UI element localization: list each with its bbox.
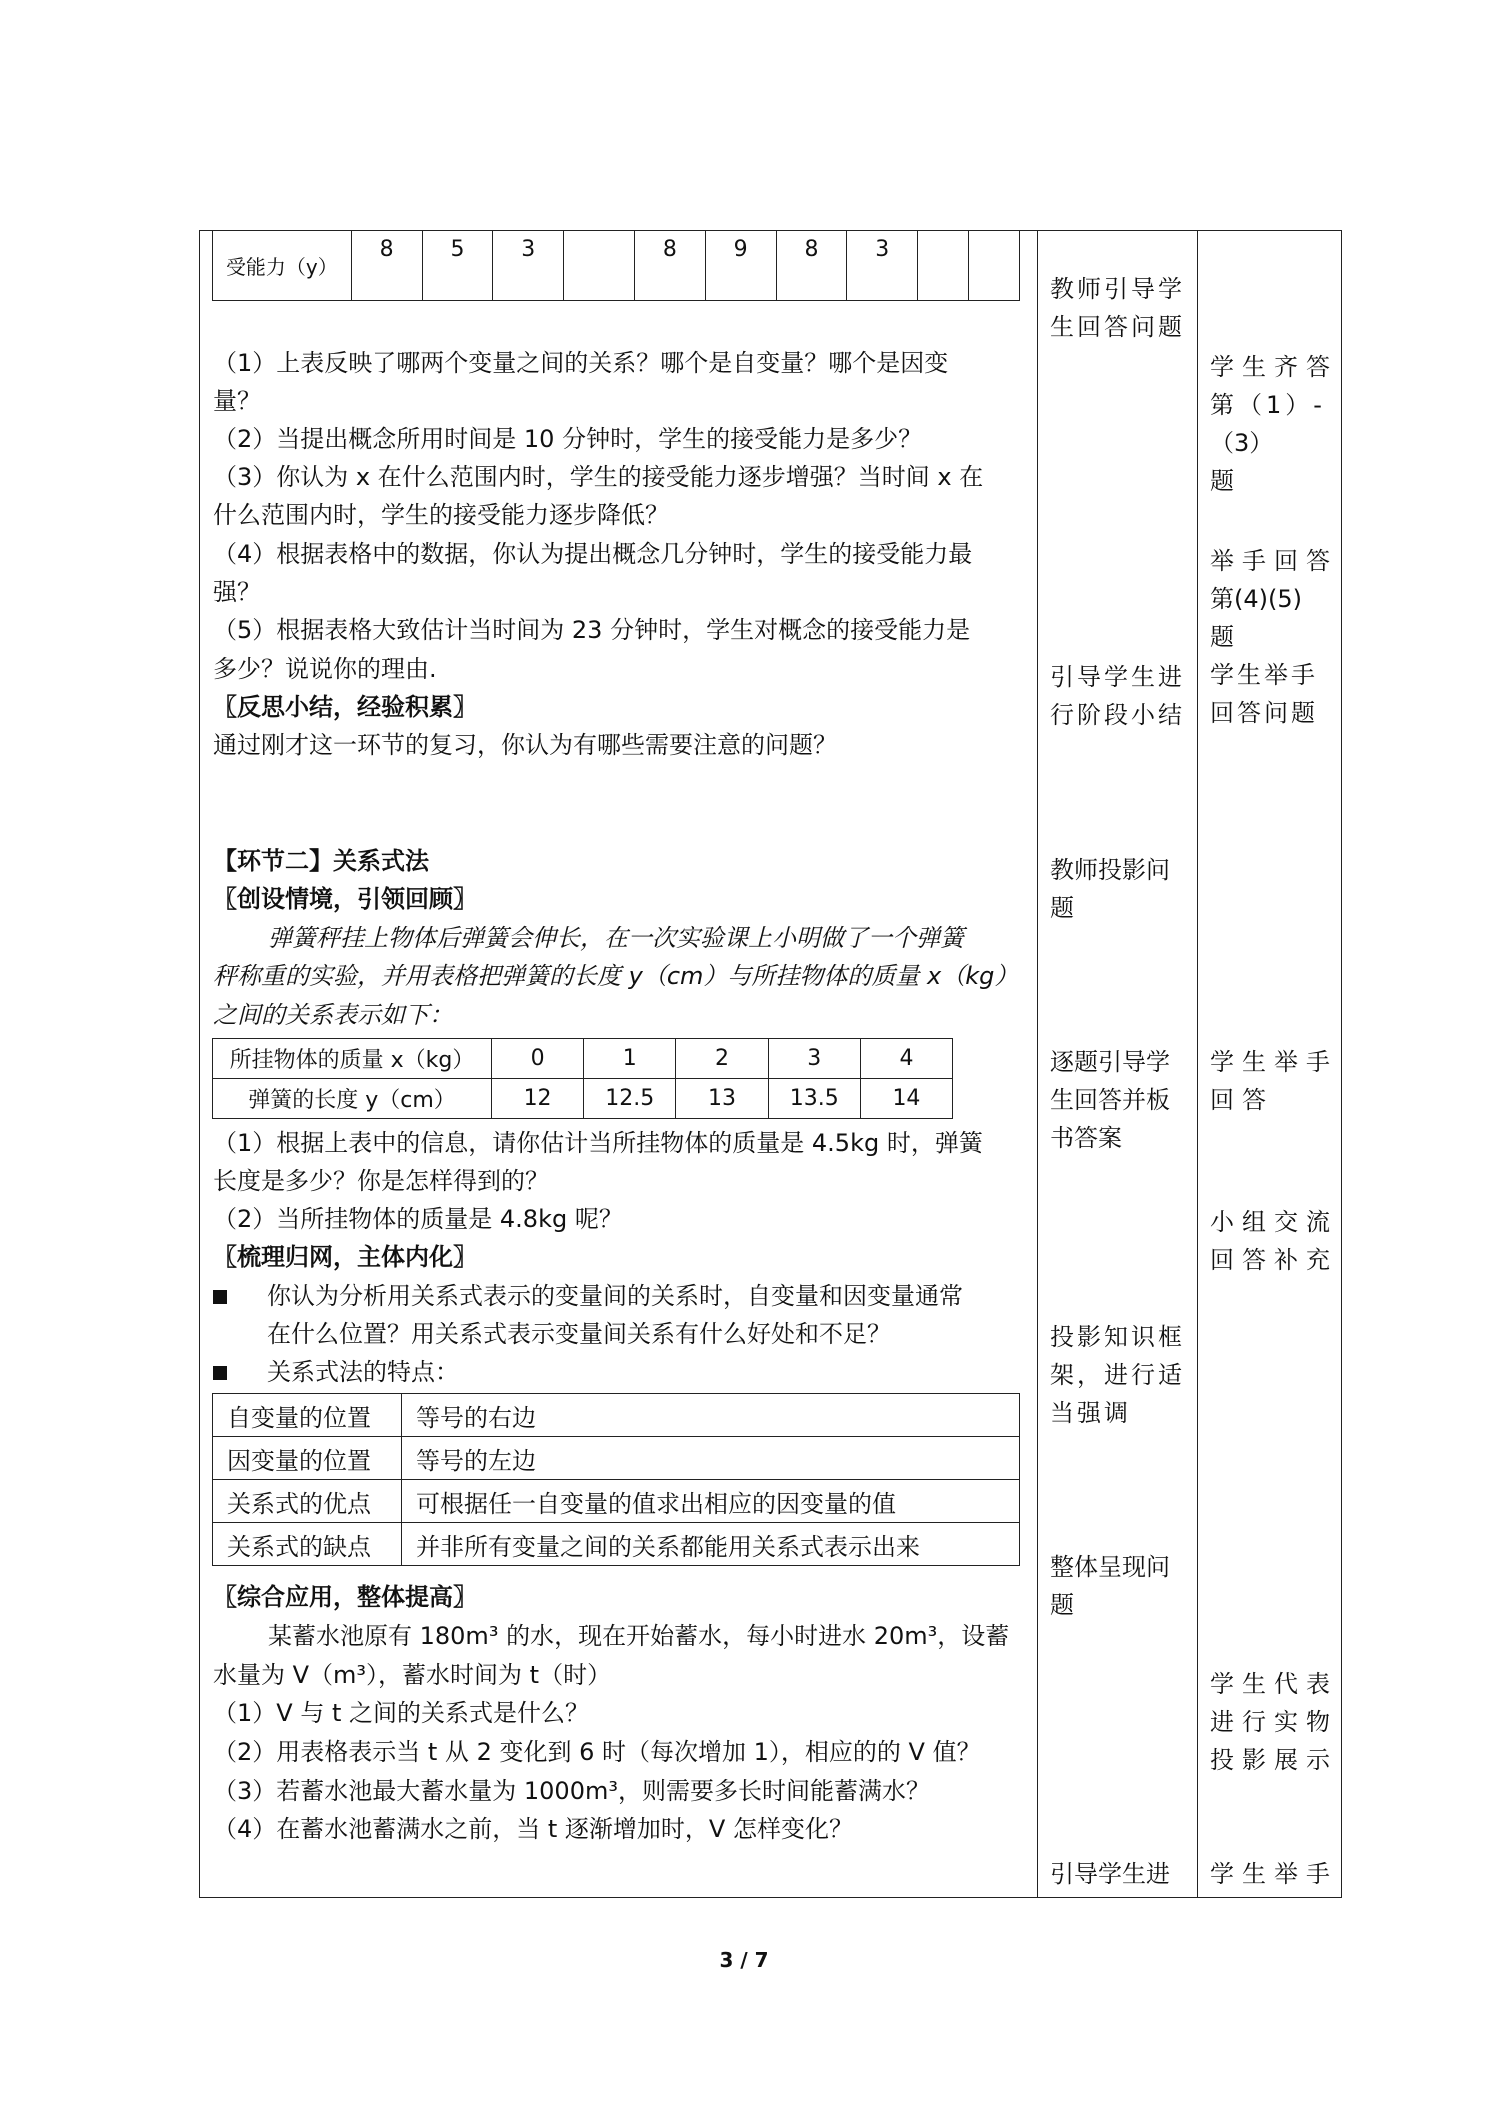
spring-mass-label: 所挂物体的质量 x（kg） bbox=[213, 1039, 492, 1079]
organize-heading: 〖梳理归网，主体内化〗 bbox=[213, 1243, 477, 1271]
receptivity-cell: 5 bbox=[422, 231, 493, 301]
spring-question-2: （2）当所挂物体的质量是 4.8kg 呢？ bbox=[213, 1205, 623, 1233]
feature-value: 等号的右边 bbox=[402, 1394, 1020, 1437]
spring-length-cell: 12.5 bbox=[584, 1079, 676, 1119]
receptivity-cell: 9 bbox=[705, 231, 776, 301]
scenario-line-1: 弹簧秤挂上物体后弹簧会伸长，在一次实验课上小明做了一个弹簧 bbox=[268, 924, 964, 952]
bullet-2-text: 关系式法的特点： bbox=[267, 1358, 459, 1386]
student-note-4: 学生举手回答 bbox=[1210, 1048, 1338, 1114]
feature-value: 可根据任一自变量的值求出相应的因变量的值 bbox=[402, 1480, 1020, 1523]
feature-value: 等号的左边 bbox=[402, 1437, 1020, 1480]
teacher-note-2: 引导学生进行阶段小结 bbox=[1050, 663, 1185, 729]
question-1-line-2: 量？ bbox=[213, 387, 261, 415]
apply-question-1: （1）V 与 t 之间的关系式是什么？ bbox=[213, 1699, 589, 1727]
apply-question-2: （2）用表格表示当 t 从 2 变化到 6 时（每次增加 1），相应的的 V 值？ bbox=[213, 1738, 981, 1766]
apply-line-1: 某蓄水池原有 180m³ 的水，现在开始蓄水，每小时进水 20m³，设蓄 bbox=[268, 1622, 1010, 1650]
feature-key: 关系式的优点 bbox=[213, 1480, 402, 1523]
page-number: 3 / 7 bbox=[719, 1948, 769, 1972]
question-1-line-1: （1）上表反映了哪两个变量之间的关系？哪个是自变量？哪个是因变 bbox=[213, 349, 949, 377]
bullet-square-icon bbox=[213, 1290, 227, 1304]
scenario-line-2: 秤称重的实验，并用表格把弹簧的长度 y（cm）与所挂物体的质量 x（kg） bbox=[213, 962, 1019, 990]
reflect-heading: 〖反思小结，经验积累〗 bbox=[213, 693, 477, 721]
receptivity-cell bbox=[918, 231, 969, 301]
teacher-note-6: 整体呈现问题 bbox=[1050, 1553, 1170, 1619]
student-note-2-line-3: 题 bbox=[1210, 623, 1234, 651]
features-table bbox=[212, 1393, 1020, 1566]
feature-key: 因变量的位置 bbox=[213, 1437, 402, 1480]
question-5-line-1: （5）根据表格大致估计当时间为 23 分钟时，学生对概念的接受能力是 bbox=[213, 616, 971, 644]
column-divider-student bbox=[1197, 230, 1198, 1898]
apply-heading: 〖综合应用，整体提高〗 bbox=[213, 1583, 477, 1611]
bullet-1-line-2: 在什么位置？用关系式表示变量间关系有什么好处和不足？ bbox=[267, 1320, 891, 1348]
spring-table bbox=[212, 1038, 953, 1119]
teacher-note-1: 教师引导学生回答问题 bbox=[1050, 275, 1185, 341]
question-2: （2）当提出概念所用时间是 10 分钟时，学生的接受能力是多少？ bbox=[213, 425, 923, 453]
receptivity-cell bbox=[969, 231, 1020, 301]
column-divider-teacher bbox=[1037, 230, 1038, 1898]
scenario-heading: 〖创设情境，引领回顾〗 bbox=[213, 885, 477, 913]
bullet-square-icon bbox=[213, 1366, 227, 1380]
receptivity-table bbox=[212, 230, 1020, 301]
teacher-note-4: 逐题引导学生回答并板书答案 bbox=[1050, 1048, 1170, 1152]
spring-mass-cell: 0 bbox=[492, 1039, 584, 1079]
receptivity-row-label: 受能力（y） bbox=[213, 231, 352, 301]
student-note-1-line-3: （3） bbox=[1210, 429, 1274, 457]
spring-length-cell: 13.5 bbox=[768, 1079, 860, 1119]
receptivity-cell: 8 bbox=[351, 231, 422, 301]
question-3-line-2: 什么范围内时，学生的接受能力逐步降低？ bbox=[213, 501, 669, 529]
spring-length-label: 弹簧的长度 y（cm） bbox=[213, 1079, 492, 1119]
reflect-text: 通过刚才这一环节的复习，你认为有哪些需要注意的问题？ bbox=[213, 731, 837, 759]
spring-question-1-line-2: 长度是多少？你是怎样得到的？ bbox=[213, 1167, 549, 1195]
question-5-line-2: 多少？说说你的理由. bbox=[213, 655, 437, 683]
spring-mass-cell: 1 bbox=[584, 1039, 676, 1079]
receptivity-cell: 8 bbox=[776, 231, 847, 301]
student-note-1-line-2: 第（1）- bbox=[1210, 391, 1326, 419]
apply-question-4: （4）在蓄水池蓄满水之前，当 t 逐渐增加时，V 怎样变化？ bbox=[213, 1815, 853, 1843]
section-2-title: 【环节二】关系式法 bbox=[213, 847, 429, 875]
spring-length-cell: 12 bbox=[492, 1079, 584, 1119]
receptivity-cell: 3 bbox=[847, 231, 918, 301]
teacher-note-3: 教师投影问题 bbox=[1050, 856, 1170, 922]
spring-length-cell: 13 bbox=[676, 1079, 768, 1119]
teacher-note-7: 引导学生进 bbox=[1050, 1860, 1170, 1888]
bullet-1-text: 你认为分析用关系式表示的变量间的关系时，自变量和因变量通常 bbox=[267, 1282, 963, 1310]
student-note-2-line-2: 第(4)(5) bbox=[1210, 585, 1302, 613]
student-note-2-line-1: 举手回答 bbox=[1210, 547, 1338, 575]
receptivity-cell bbox=[564, 231, 635, 301]
spring-mass-cell: 2 bbox=[676, 1039, 768, 1079]
student-note-5: 小组交流回答补充 bbox=[1210, 1208, 1338, 1274]
student-note-6: 学生代表进行实物投影展示 bbox=[1210, 1670, 1338, 1774]
bullet-1-line-1 bbox=[213, 1277, 963, 1315]
student-note-3: 学生举手回答问题 bbox=[1210, 661, 1318, 727]
spring-mass-cell: 4 bbox=[860, 1039, 952, 1079]
apply-line-2: 水量为 V（m³），蓄水时间为 t（时） bbox=[213, 1661, 612, 1689]
feature-value: 并非所有变量之间的关系都能用关系式表示出来 bbox=[402, 1523, 1020, 1566]
question-4-line-2: 强？ bbox=[213, 578, 261, 606]
receptivity-cell: 8 bbox=[634, 231, 705, 301]
receptivity-cell: 3 bbox=[493, 231, 564, 301]
apply-question-3: （3）若蓄水池最大蓄水量为 1000m³，则需要多长时间能蓄满水？ bbox=[213, 1777, 930, 1805]
question-4-line-1: （4）根据表格中的数据，你认为提出概念几分钟时，学生的接受能力最 bbox=[213, 540, 973, 568]
spring-question-1-line-1: （1）根据上表中的信息，请你估计当所挂物体的质量是 4.5kg 时，弹簧 bbox=[213, 1129, 983, 1157]
feature-key: 自变量的位置 bbox=[213, 1394, 402, 1437]
teacher-note-5: 投影知识框架，进行适当强调 bbox=[1050, 1323, 1185, 1427]
student-note-1-line-1: 学生齐答 bbox=[1210, 353, 1338, 381]
feature-key: 关系式的缺点 bbox=[213, 1523, 402, 1566]
question-3-line-1: （3）你认为 x 在什么范围内时，学生的接受能力逐步增强？当时间 x 在 bbox=[213, 463, 984, 491]
bullet-2 bbox=[213, 1353, 459, 1391]
scenario-line-3: 之间的关系表示如下： bbox=[213, 1001, 453, 1029]
student-note-1-line-4: 题 bbox=[1210, 467, 1234, 495]
spring-length-cell: 14 bbox=[860, 1079, 952, 1119]
student-note-7: 学生举手 bbox=[1210, 1860, 1338, 1888]
spring-mass-cell: 3 bbox=[768, 1039, 860, 1079]
